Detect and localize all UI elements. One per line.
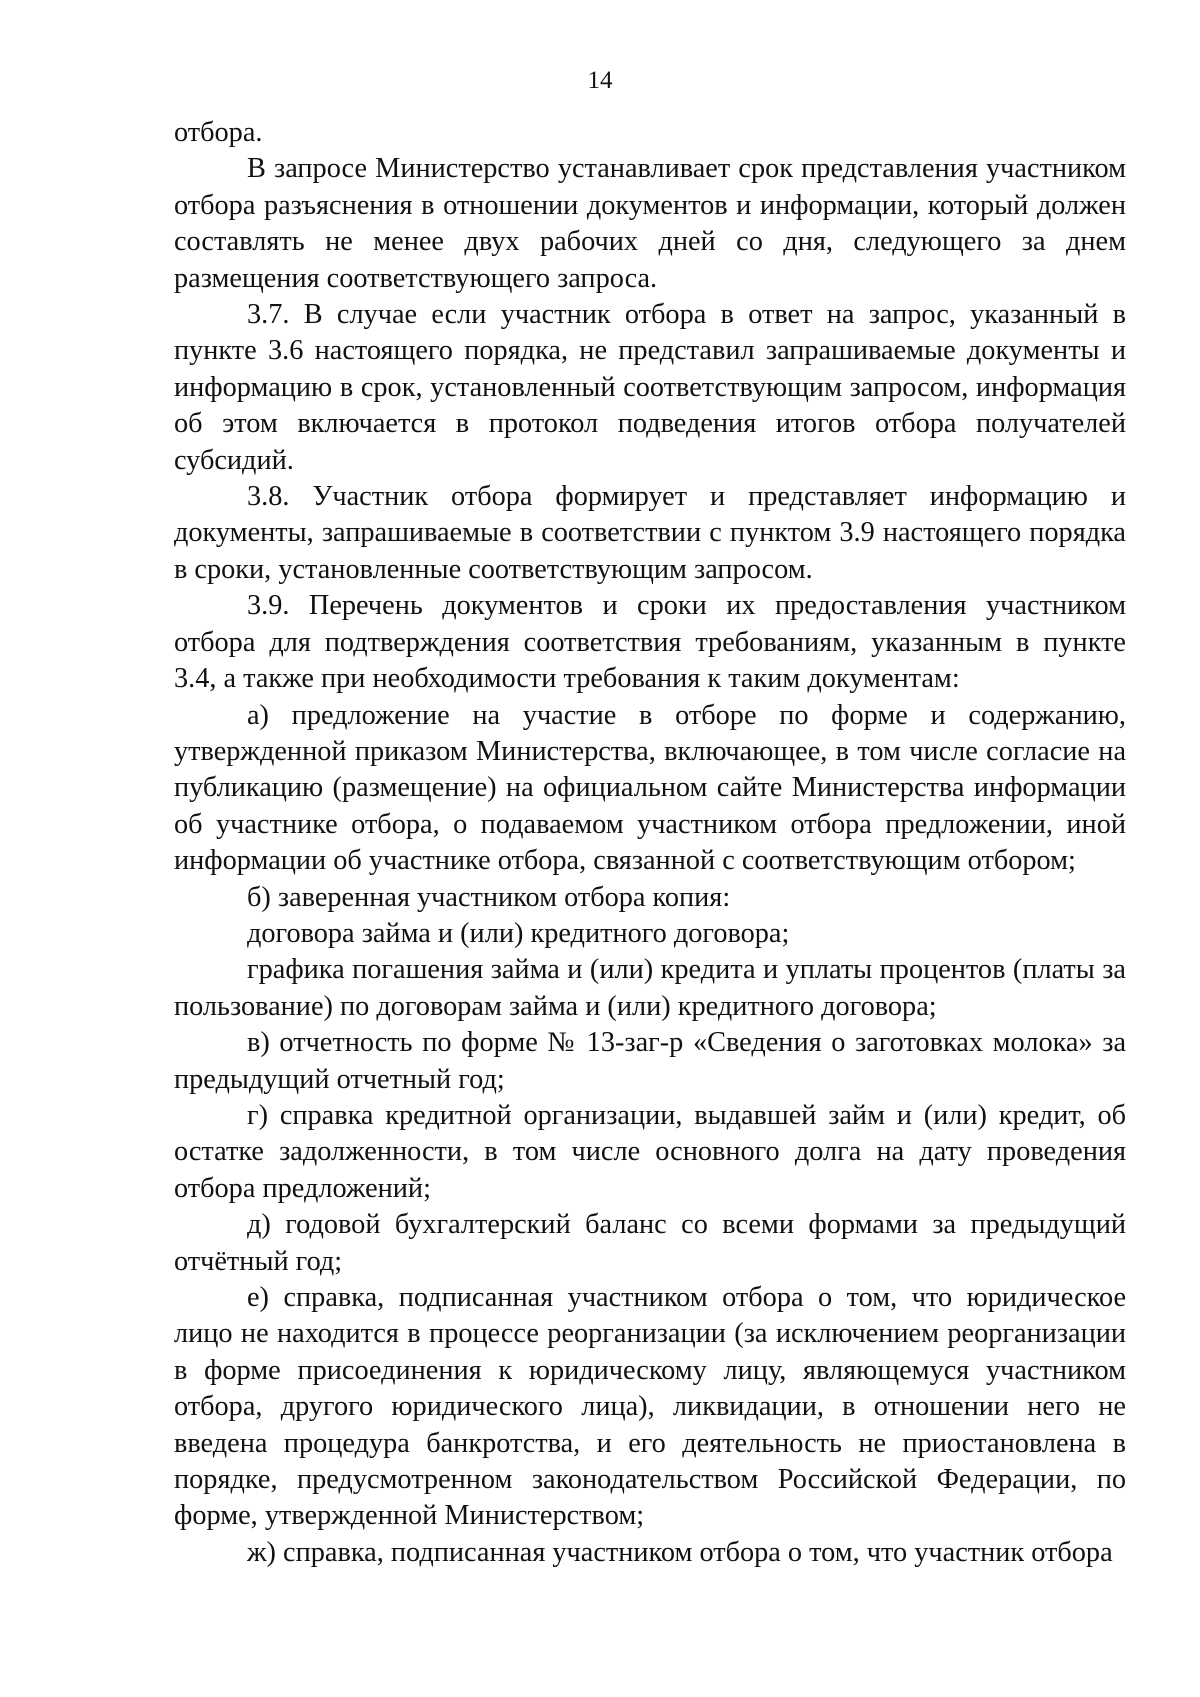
list-item-v: в) отчетность по форме № 13-заг-р «Сведения о заготовках молока» за предыдущий отчетный год; [174,1027,1126,1095]
list-item-g: г) справка кредитной организации, выдавшей займ и (или) кредит, об остатке задолженности, в том числе основного долга на дату проведения отбора предложений; [174,1099,1126,1204]
list-item-b-repayment-schedule: графика погашения займа и (или) кредита и уплаты процентов (платы за пользование) по договорам займа и (или) кредитного договора; [174,954,1126,1022]
paragraph-request-deadline: В запросе Министерство устанавливает срок представления участником отбора разъяснения в отношении документов и информации, который должен составлять не менее двух рабочих дней со дня, следующего за днем размещения соответствующего запроса. [174,153,1126,294]
paragraph-3-7: 3.7. В случае если участник отбора в ответ на запрос, указанный в пункте 3.6 настоящего порядка, не представил запрашиваемые документы и информацию в срок, установленный соответствующим запросом, информация об этом включается в протокол подведения итогов отбора получателей субсидий. [174,299,1126,476]
list-item-a: а) предложение на участие в отборе по форме и содержанию, утвержденной приказом Министерства, включающее, в том числе согласие на публикацию (размещение) на официальном сайте Министерства информации об участнике отбора, о подаваемом участником отбора предложении, иной информации об участнике отбора, связанной с соответствующим отбором; [174,699,1126,877]
list-item-zh: ж) справка, подписанная участником отбора о том, что участник отбора [247,1536,1113,1568]
paragraph-3-9: 3.9. Перечень документов и сроки их предоставления участником отбора для подтверждения соответствия требованиям, указанным в пункте 3.4, а также при необходимости требования к таким документам: [174,590,1126,695]
paragraph-continuation: отбора. [174,117,263,148]
list-item-e: е) справка, подписанная участником отбора о том, что юридическое лицо не находится в процессе реорганизации (за исключением реорганизации в форме присоединения к юридическому лицу, являющемуся участником отбора, другого юридического лица), ликвидации, в отношении него не введена процедура банкротства, и его деятельность не приостановлена в порядке, предусмотренном законодательством Российской Федерации, по форме, утвержденной Министерством; [174,1282,1126,1532]
paragraph-3-8: 3.8. Участник отбора формирует и представляет информацию и документы, запрашиваемые в соответствии с пунктом 3.9 настоящего порядка в сроки, установленные соответствующим запросом. [174,481,1126,585]
list-item-d: д) годовой бухгалтерский баланс со всеми формами за предыдущий отчётный год; [174,1209,1126,1277]
list-item-b-loan-agreement: договора займа и (или) кредитного договора; [247,917,790,949]
page-number: 14 [587,67,613,94]
document-body [174,115,1126,1571]
list-item-b: б) заверенная участником отбора копия: [247,881,731,913]
